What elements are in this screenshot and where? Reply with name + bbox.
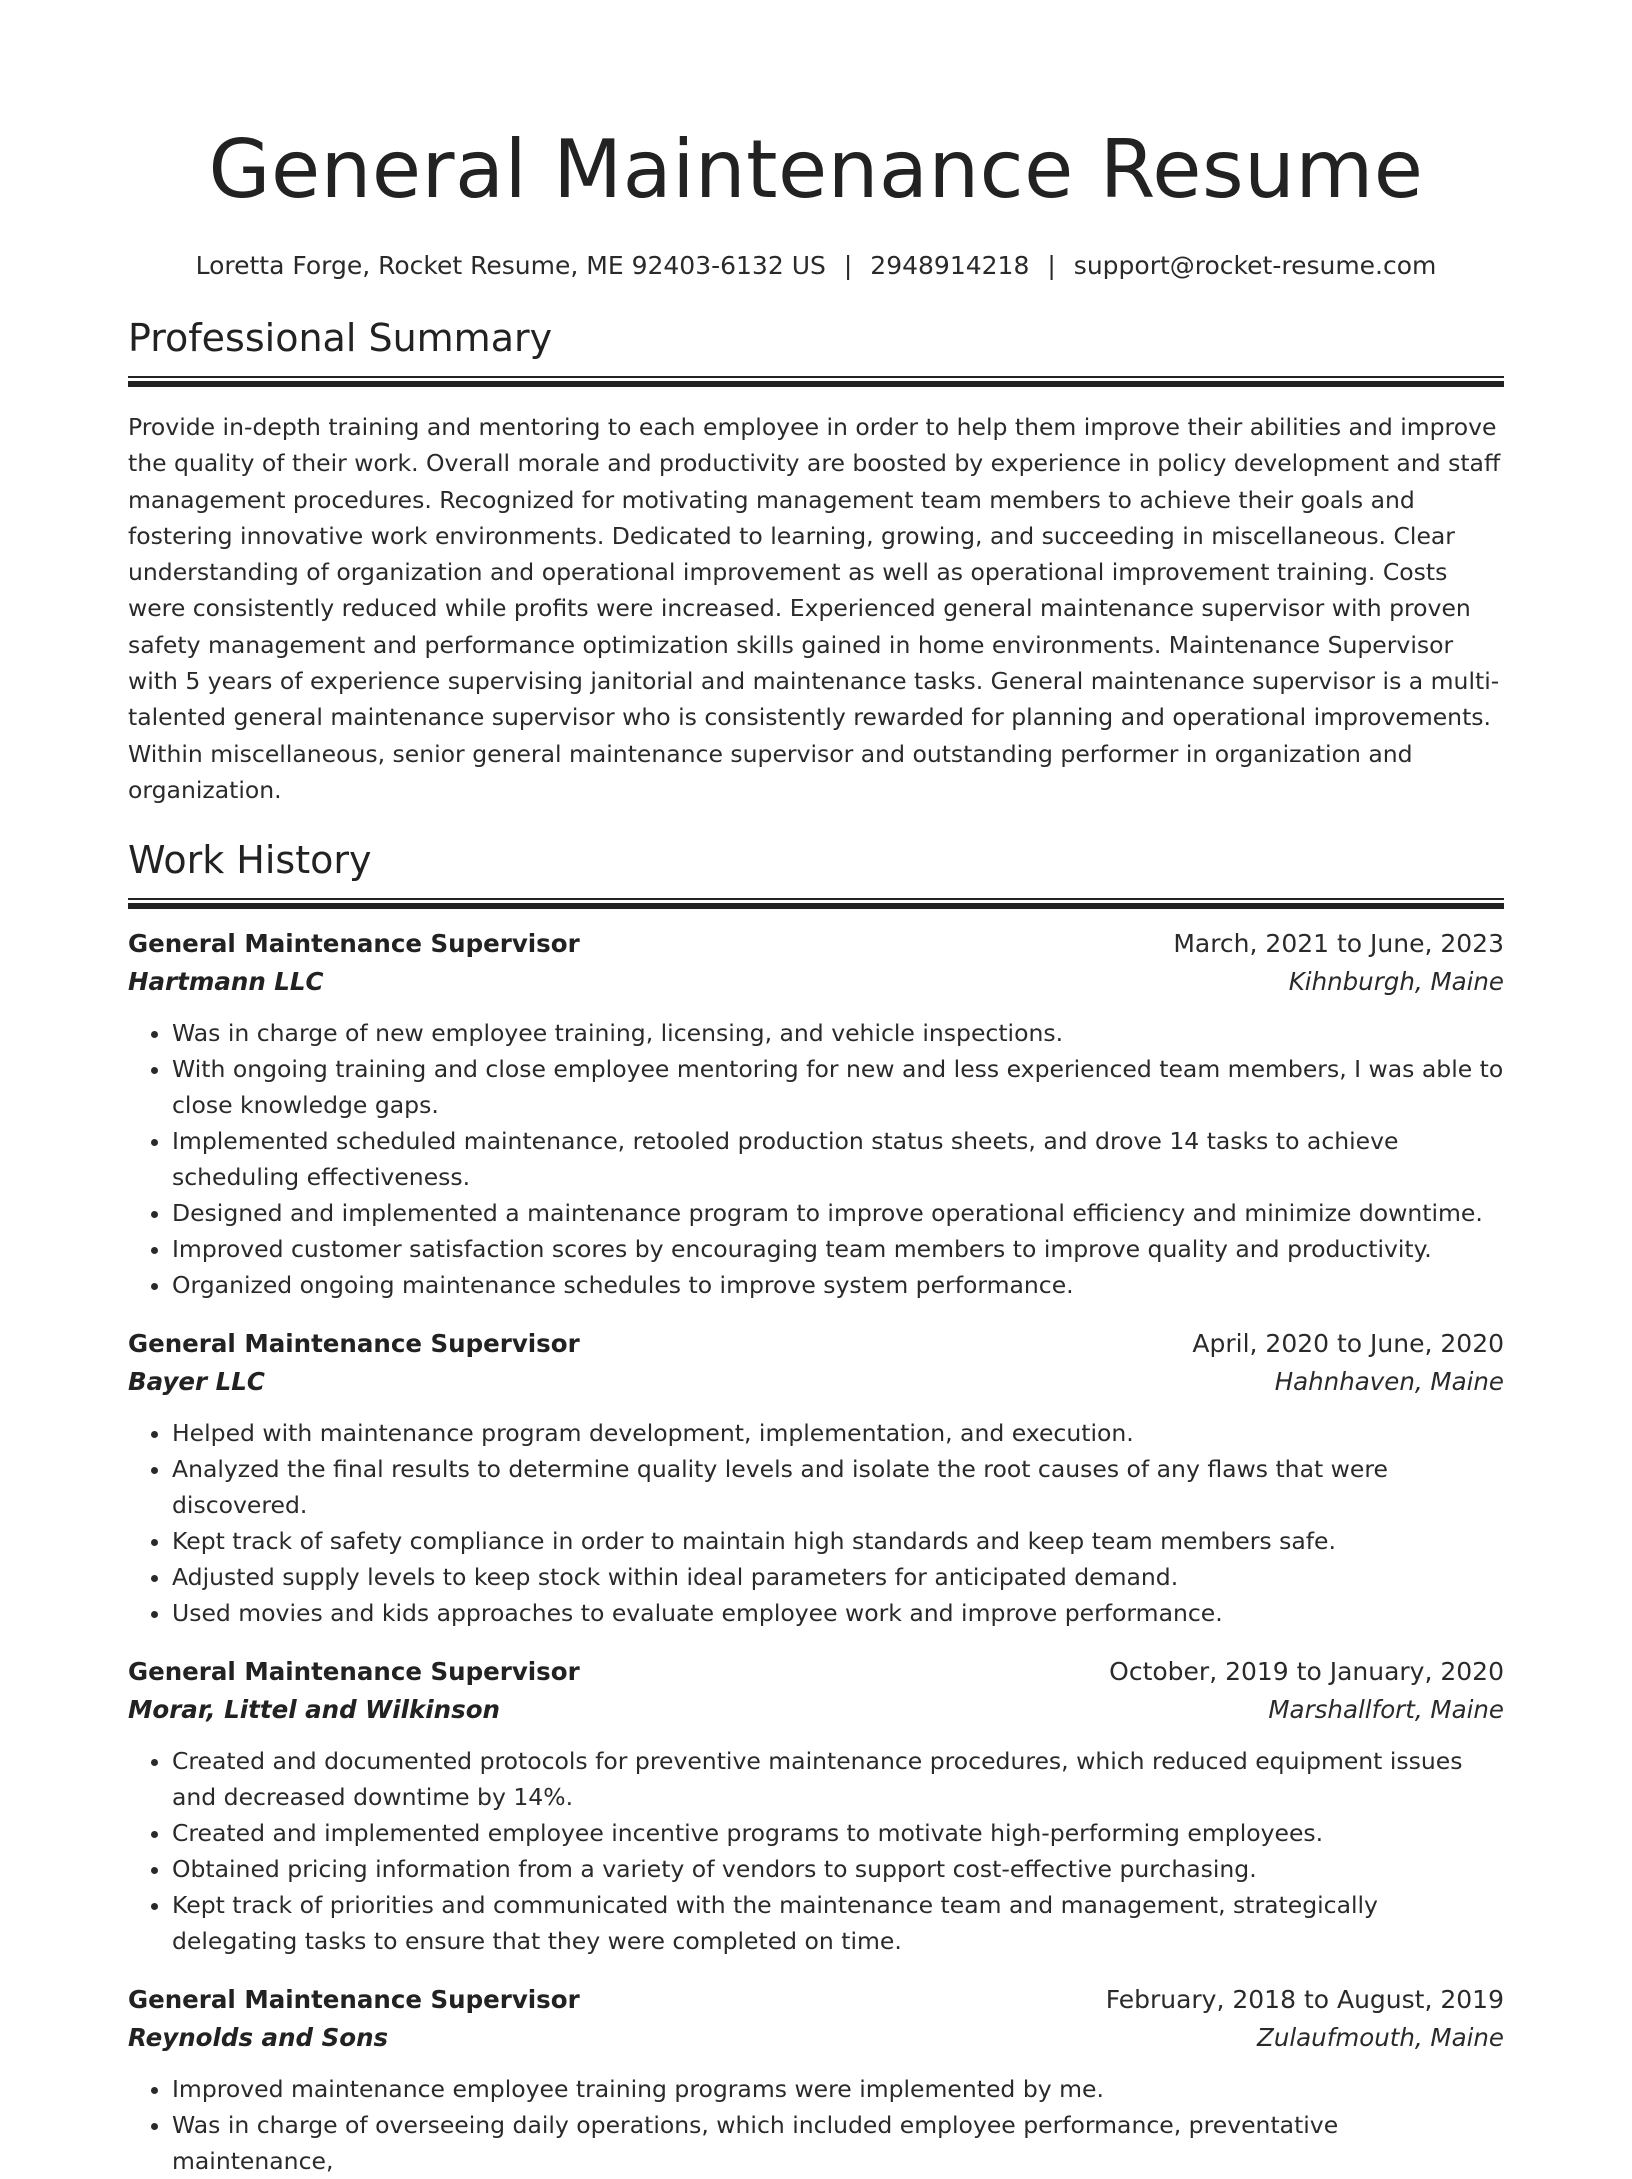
- job-location: Zulaufmouth, Maine: [1257, 2023, 1504, 2053]
- job-entry: [128, 1325, 1504, 1631]
- job-entry: [128, 925, 1504, 1303]
- list-item: • Improved maintenance employee training programs were implemented by me.: [172, 2071, 1504, 2107]
- section-divider: [128, 898, 1504, 909]
- job-location: Kihnburgh, Maine: [1288, 967, 1504, 997]
- job-dates: March, 2021 to June, 2023: [1173, 929, 1504, 959]
- job-company: Morar, Littel and Wilkinson: [128, 1695, 500, 1725]
- list-item: • With ongoing training and close employee mentoring for new and less experienced team members, I was able to close knowledge gaps.: [172, 1051, 1504, 1123]
- job-header: [128, 925, 1504, 963]
- list-item: • Was in charge of new employee training, licensing, and vehicle inspections.: [172, 1015, 1504, 1051]
- contact-separator: |: [843, 251, 853, 280]
- job-subheader: [128, 1363, 1504, 1401]
- section-divider: [128, 376, 1504, 387]
- job-company: Reynolds and Sons: [128, 2023, 389, 2053]
- job-bullets: [128, 2071, 1504, 2179]
- list-item: • Designed and implemented a maintenance program to improve operational efficiency and minimize downtime.: [172, 1195, 1504, 1231]
- list-item: • Was in charge of overseeing daily operations, which included employee performance, preventative maintenance,: [172, 2107, 1504, 2179]
- job-entry: [128, 1981, 1504, 2179]
- job-bullets: [128, 1015, 1504, 1303]
- list-item: • Improved customer satisfaction scores by encouraging team members to improve quality and productivity.: [172, 1231, 1504, 1267]
- list-item: • Analyzed the final results to determine quality levels and isolate the root causes of any flaws that were discovered.: [172, 1451, 1504, 1523]
- list-item: • Adjusted supply levels to keep stock within ideal parameters for anticipated demand.: [172, 1559, 1504, 1595]
- job-dates: April, 2020 to June, 2020: [1192, 1329, 1504, 1359]
- job-dates: February, 2018 to August, 2019: [1105, 1985, 1504, 2015]
- job-title: General Maintenance Supervisor: [128, 1329, 580, 1359]
- list-item: • Created and implemented employee incentive programs to motivate high-performing employees.: [172, 1815, 1504, 1851]
- summary-text: Provide in-depth training and mentoring to each employee in order to help them improve their abilities and improve the quality of their work. Overall morale and productivity are boosted by experience in policy development and staff management procedures. Recognized for motivating management team members to achieve their goals and fostering innovative work environments. Dedicated to learning, growing, and succeeding in miscellaneous. Clear understanding of organization and operational improvement as well as operational improvement training. Costs were consistently reduced while profits were increased. Experienced general maintenance supervisor with proven safety management and performance optimization skills gained in home environments. Maintenance Supervisor with 5 years of experience supervising janitorial and maintenance tasks. General maintenance supervisor is a multi-talented general maintenance supervisor who is consistently rewarded for planning and operational improvements. Within miscellaneous, senior general maintenance supervisor and outstanding performer in organization and organization.: [128, 413, 1501, 804]
- job-bullets: [128, 1415, 1504, 1631]
- job-location: Hahnhaven, Maine: [1274, 1367, 1504, 1397]
- job-company: Bayer LLC: [128, 1367, 265, 1397]
- job-header: [128, 1981, 1504, 2019]
- section-heading-summary: Professional Summary: [128, 316, 553, 360]
- job-company: Hartmann LLC: [128, 967, 324, 997]
- list-item: • Used movies and kids approaches to evaluate employee work and improve performance.: [172, 1595, 1504, 1631]
- contact-phone: 2948914218: [870, 251, 1030, 280]
- job-location: Marshallfort, Maine: [1268, 1695, 1504, 1725]
- job-title: General Maintenance Supervisor: [128, 1657, 580, 1687]
- list-item: • Kept track of priorities and communicated with the maintenance team and management, strategically delegating tasks to ensure that they were completed on time.: [172, 1887, 1504, 1959]
- resume-title: General Maintenance Resume: [208, 123, 1424, 216]
- list-item: • Created and documented protocols for preventive maintenance procedures, which reduced equipment issues and decreased downtime by 14%.: [172, 1743, 1504, 1815]
- contact-address: Loretta Forge, Rocket Resume, ME 92403-6132 US: [195, 251, 826, 280]
- list-item: • Implemented scheduled maintenance, retooled production status sheets, and drove 14 tasks to achieve scheduling effectiveness.: [172, 1123, 1504, 1195]
- list-item: • Organized ongoing maintenance schedules to improve system performance.: [172, 1267, 1504, 1303]
- job-entry: [128, 1653, 1504, 1959]
- job-bullets: [128, 1743, 1504, 1959]
- list-item: • Obtained pricing information from a variety of vendors to support cost-effective purchasing.: [172, 1851, 1504, 1887]
- job-dates: October, 2019 to January, 2020: [1109, 1657, 1504, 1687]
- job-title: General Maintenance Supervisor: [128, 929, 580, 959]
- list-item: • Kept track of safety compliance in order to maintain high standards and keep team members safe.: [172, 1523, 1504, 1559]
- job-header: [128, 1653, 1504, 1691]
- job-subheader: [128, 1691, 1504, 1729]
- list-item: • Helped with maintenance program development, implementation, and execution.: [172, 1415, 1504, 1451]
- section-heading-work-history: Work History: [128, 838, 372, 883]
- job-header: [128, 1325, 1504, 1363]
- job-title: General Maintenance Supervisor: [128, 1985, 580, 2015]
- job-subheader: [128, 2019, 1504, 2057]
- job-subheader: [128, 963, 1504, 1001]
- contact-email: support@rocket-resume.com: [1073, 251, 1437, 280]
- contact-line: [128, 250, 1504, 282]
- contact-separator: |: [1047, 251, 1056, 280]
